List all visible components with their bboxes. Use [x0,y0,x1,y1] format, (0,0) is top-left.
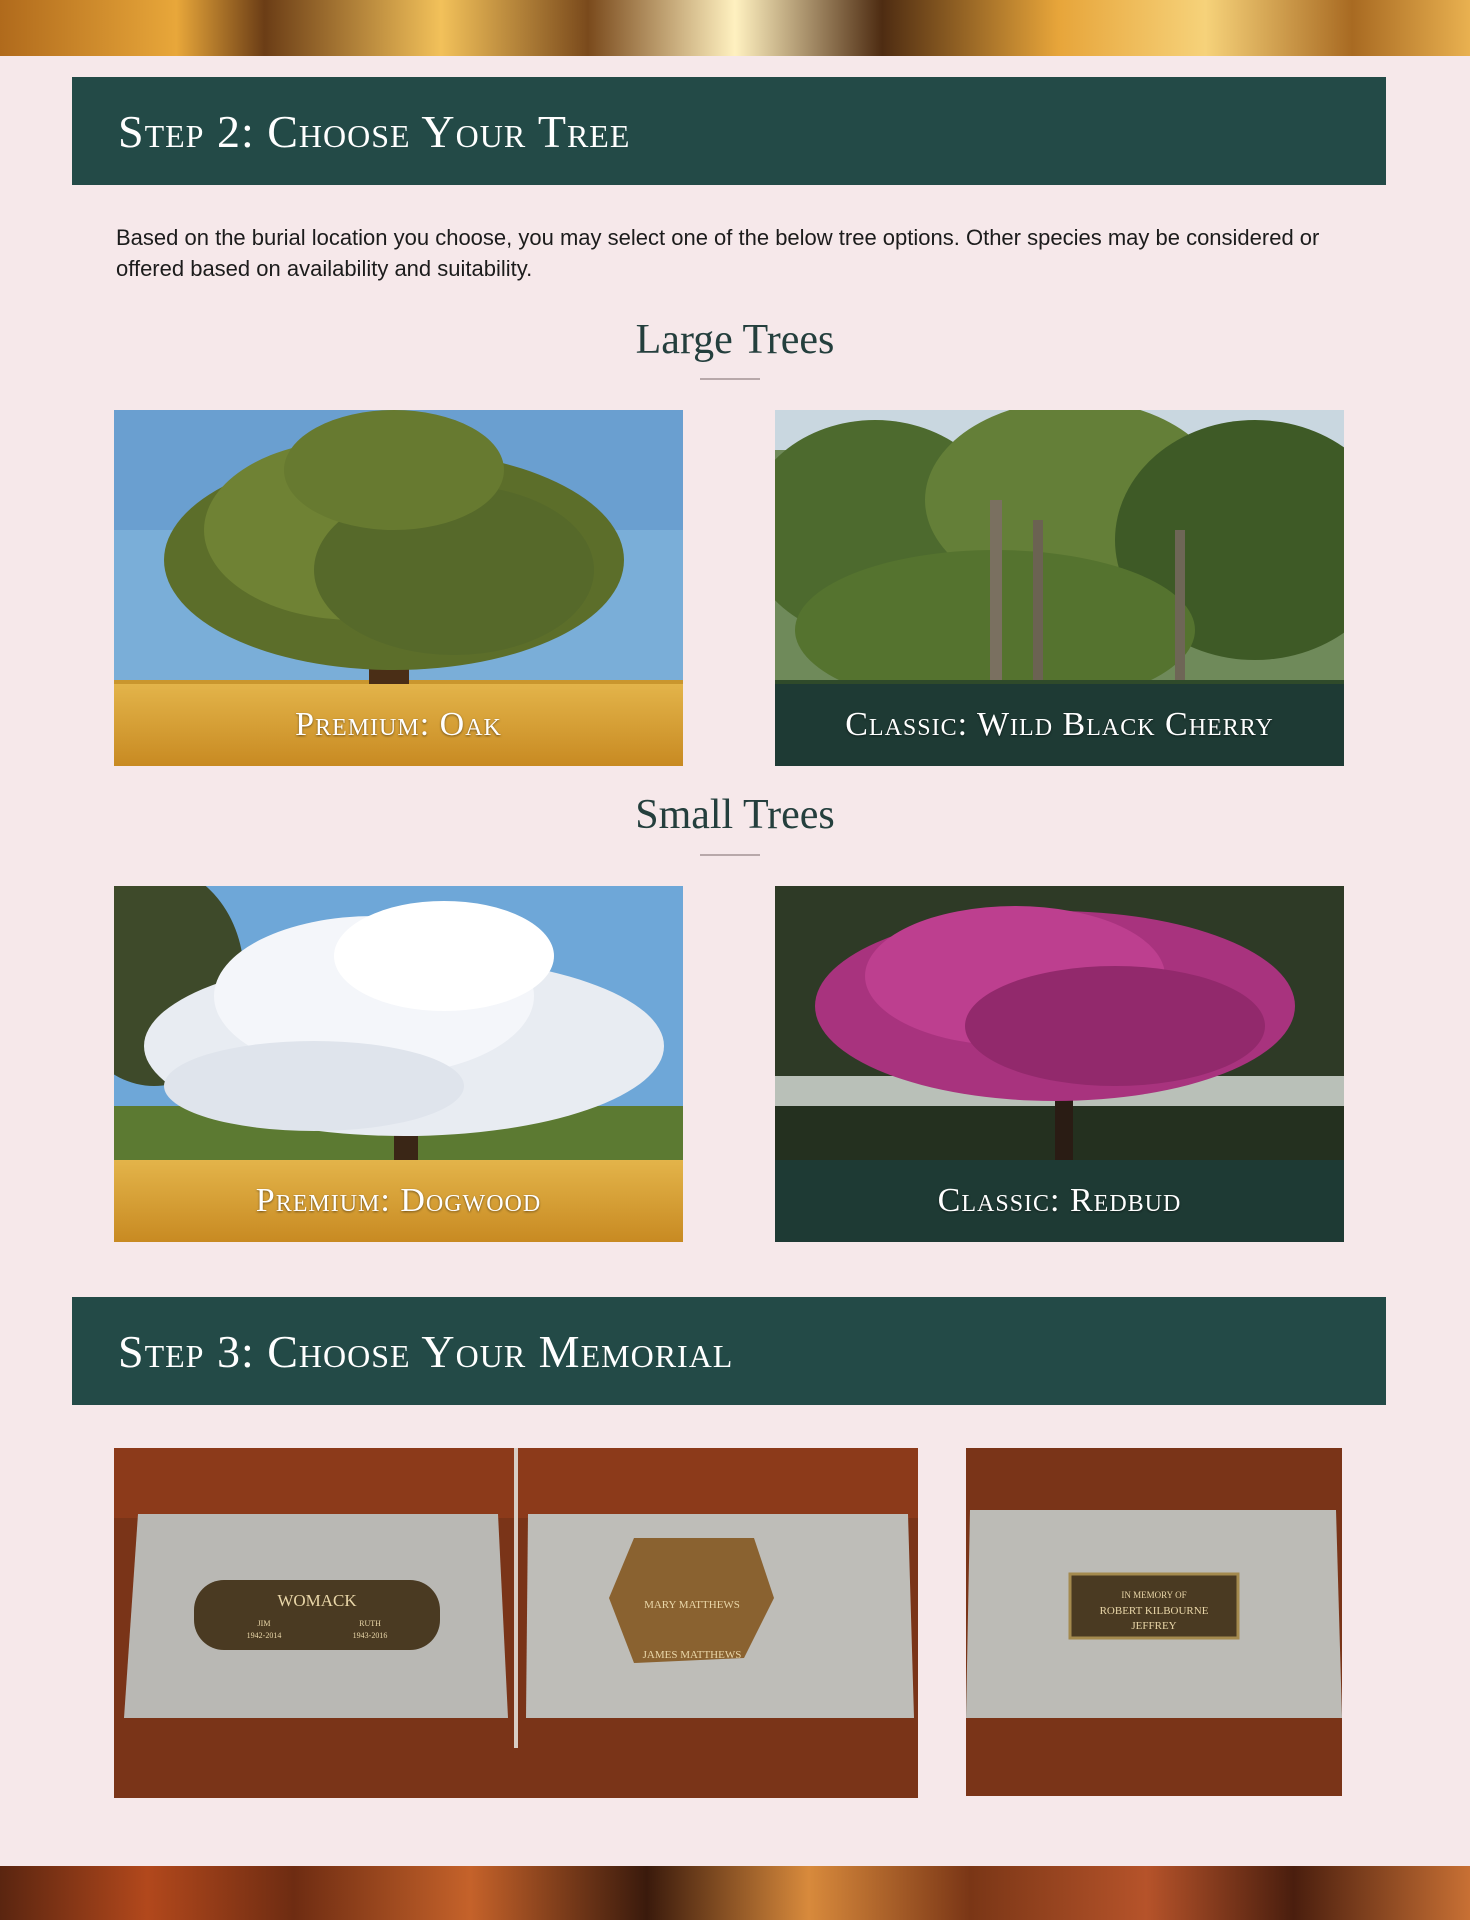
autumn-leaves-band-bottom [0,1866,1470,1920]
step2-title: Step 2: Choose Your Tree [118,105,631,157]
oak-label-strip [114,684,683,766]
small-trees-heading: Small Trees [635,792,835,838]
tree-card-wild-black-cherry[interactable] [775,410,1344,766]
classic-plaque-line1: IN MEMORY OF [1121,1590,1187,1600]
large-trees-divider [700,378,760,380]
premium-memorial-card[interactable] [114,1448,918,1798]
classic-plaque-line3: JEFFREY [1131,1620,1177,1632]
butterfly-upper-name: MARY MATTHEWS [644,1599,740,1611]
wild-black-cherry-label: Classic: Wild Black Cherry [845,706,1274,743]
womack-right-years: 1943-2016 [352,1631,388,1640]
butterfly-lower-name: JAMES MATTHEWS [642,1649,742,1661]
dogwood-label-strip [114,1160,683,1242]
autumn-photo-band-top [0,0,1470,56]
step3-heading-bar [72,1297,1386,1405]
premium-memorial-photo [114,1448,918,1798]
redbud-label-strip [775,1160,1344,1242]
oak-label: Premium: Oak [295,706,502,743]
step2-heading-bar [72,77,1386,185]
womack-left-name: JIM [257,1619,271,1628]
womack-plaque-name: WOMACK [277,1591,357,1610]
womack-right-name: RUTH [359,1619,381,1628]
dogwood-label: Premium: Dogwood [255,1182,542,1219]
tree-card-redbud[interactable] [775,886,1344,1242]
wild-black-cherry-label-strip [775,684,1344,766]
tree-card-dogwood[interactable] [114,886,683,1242]
step3-title: Step 3: Choose Your Memorial [118,1325,734,1377]
classic-memorial-card[interactable] [966,1448,1342,1796]
tree-card-oak[interactable] [114,410,683,766]
redbud-label: Classic: Redbud [937,1182,1182,1219]
step2-intro-text: Based on the burial location you choose, you may select one of the below tree options. Other species may be considered or offered based on availability and suitability. [116,225,1320,281]
classic-memorial-photo [966,1448,1342,1796]
classic-plaque-line2: ROBERT KILBOURNE [1099,1605,1209,1617]
large-trees-heading: Large Trees [635,317,835,363]
womack-left-years: 1942-2014 [246,1631,282,1640]
small-trees-divider [700,854,760,856]
